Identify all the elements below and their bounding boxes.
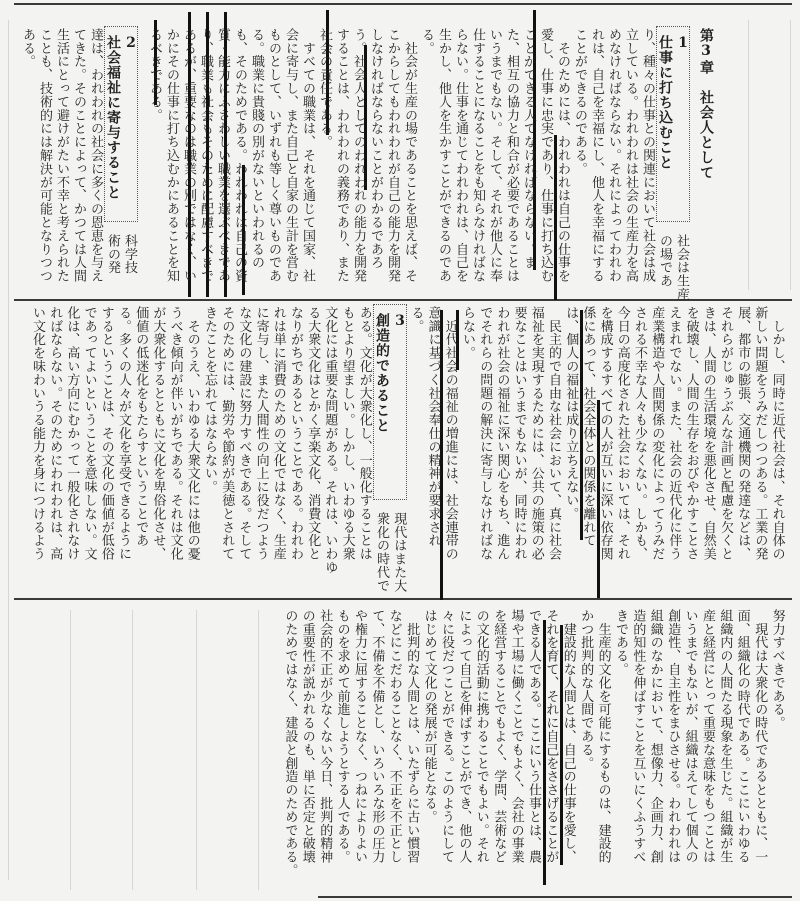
text-column: 術の発 xyxy=(105,234,120,275)
text-column: そのためには、われわれは自己の仕事を xyxy=(555,28,570,283)
section-title: 社会福祉に寄与すること xyxy=(105,35,121,200)
text-column: 科学技 xyxy=(122,234,137,275)
text-column: はじめて文化の発展が可能となる。 xyxy=(421,609,437,824)
text-column: れは単に消費のための文化ではなく、生産 xyxy=(270,306,286,561)
text-column: 社会は生産 xyxy=(674,234,689,302)
text-column: うべき傾向が伴いがちである。それは文化 xyxy=(167,306,183,561)
text-column: 展、都市の膨張、交通機関の発達などは、 xyxy=(735,306,751,561)
text-column: に寄与し、また人間性の向上に役だつよう xyxy=(253,306,269,561)
text-column: ある。文化が大衆化し、一般化することは xyxy=(356,306,372,561)
text-column: 民主的で自由な社会において、真に社会 xyxy=(545,306,561,561)
text-column: ことができる人でなければならない。ま xyxy=(521,28,536,270)
text-column: るべきである。 xyxy=(147,28,162,122)
text-column: 文化には重要な問題がある。それは、いわゆ xyxy=(322,306,338,574)
text-column: することは、われわれの義務であり、また xyxy=(334,28,349,283)
text-column: も、そのためである。われわれは自己の資 xyxy=(232,28,247,283)
text-column: ればならない。そのためにわれわれは、高 xyxy=(47,306,63,561)
text-column: らない。 xyxy=(459,306,475,360)
text-column: は、個人の福祉は成り立ちえない。 xyxy=(563,306,579,521)
text-column: 創造性、自主性をまひさせる。われわれは xyxy=(665,609,681,864)
faint-grid-line xyxy=(790,20,791,290)
text-column: なりがちであるということである。われわ xyxy=(287,306,303,561)
faint-grid-line xyxy=(748,20,749,290)
text-column: る。 xyxy=(419,28,434,55)
text-column: であってよいということを意味しない。文 xyxy=(81,306,97,561)
section-number: 3 xyxy=(392,313,408,330)
text-column: でそれらの問題の解決に寄与しなければな xyxy=(477,306,493,561)
text-column: 社会的不正が少なくない今日、批判的精神 xyxy=(317,609,333,864)
text-column: するということは、その文化の価値が低俗 xyxy=(98,306,114,561)
text-column: ことも、技術的には解決が可能となりつつ xyxy=(37,28,52,283)
text-column: て、不備を不備とし、いろいろな形の圧力 xyxy=(369,609,385,864)
text-column: 価値の低迷化をもたらすということであ xyxy=(133,306,149,548)
text-column: り、職業も社会もそのために配慮すべきで xyxy=(198,28,213,283)
text-column: り、種々の仕事との関連において社会は成 xyxy=(640,28,655,283)
text-column: きたことを忘れてはならない。 xyxy=(201,306,217,494)
text-column: もとより望ましい。しかし、いわゆる大衆 xyxy=(339,306,355,561)
text-column: いうまでもない。そして、それが他人に奉 xyxy=(487,28,502,283)
text-column: 建設的な人間とは、自己の仕事を愛し、 xyxy=(560,609,576,864)
text-column: 組織内の人間たる現象を生じた。組織が生 xyxy=(717,609,733,864)
text-column: が大衆化するとともに文化を卑俗化させ、 xyxy=(150,306,166,561)
section-heading xyxy=(656,26,690,222)
text-column: 化は、高い方向にむかって一般化されなけ xyxy=(64,306,80,561)
text-column: 造的知性を伸ばすことを互いにくふうすべ xyxy=(630,609,646,864)
section-title: 仕事に打ち込むこと xyxy=(657,35,673,170)
text-column: 努力すべきである。 xyxy=(769,609,785,730)
divider-top xyxy=(14,3,792,5)
text-column: される不幸な人々も少なくない。しかも、 xyxy=(631,306,647,561)
text-column: な文化の建設に努力すべきである。そして xyxy=(236,306,252,561)
text-column: のためではなく、建設と創造のためである。 xyxy=(282,609,298,877)
text-column: た、相互の協力と和合が必要であることは xyxy=(504,28,519,283)
text-column: あるが、重要なのは職業の別ではなく、い xyxy=(181,28,196,283)
faint-grid-line xyxy=(8,20,9,880)
text-column: 要なことはいうまでもないが、同時にわれ xyxy=(511,306,527,561)
chapter-title: 第3章 社会人として xyxy=(698,28,714,180)
text-column: しなければならないことがわかるであろ xyxy=(368,28,383,270)
text-column: 会に寄与し、また自己と自家の生計を営む xyxy=(283,28,298,283)
text-column: そのためには、勤労や節約が美徳とされて xyxy=(219,306,235,561)
text-column: 係にあって、社会全体との関係を離れて xyxy=(580,306,596,548)
text-column: れは、自己を幸福にし、他人を幸福にする xyxy=(589,28,604,283)
text-column: きである。 xyxy=(612,609,628,676)
text-column: の重要性が説かれるのも、単に否定と破壊 xyxy=(299,609,315,864)
faint-grid-line xyxy=(132,610,133,890)
text-column: 生活にとって避けがたい不幸と考えられた xyxy=(54,28,69,283)
text-column: 新しい問題をうみだしつつある。工業の発 xyxy=(752,306,768,561)
section-heading xyxy=(104,26,138,222)
text-column: 産と経営にとって重要な意味をもつことは xyxy=(699,609,715,864)
text-column: 仕することになることをも知らなければな xyxy=(470,28,485,283)
text-column: 批判的な人間とは、いたずらに古い慣習 xyxy=(404,609,420,864)
section-heading-text xyxy=(372,305,408,499)
section-heading xyxy=(373,304,407,500)
text-column: 質・能力にふさわしい職業を選ぶべきであ xyxy=(215,28,230,283)
text-column: 生かし、他人を生かすことができるのであ xyxy=(436,28,451,283)
text-column: 近代社会の福祉の増進には、社会連帯の xyxy=(442,306,458,561)
text-column: 福祉を実現するためには、公共の施策の必 xyxy=(528,306,544,561)
text-column: できる人である。ここにいう仕事とは、農 xyxy=(525,609,541,864)
text-column: 意識に基づく社会奉仕の精神が要求され xyxy=(425,306,441,548)
faint-grid-line xyxy=(196,610,197,890)
text-column: めなければならない。それによってわれわ xyxy=(606,28,621,283)
text-column: しかし、同時に近代社会は、それ自体の xyxy=(769,306,785,561)
text-column: 社会の責任である。 xyxy=(317,28,332,149)
text-column: 衆化の時代で xyxy=(373,512,389,593)
text-column: 組織のなかにおいて、想像力、企画力、創 xyxy=(647,609,663,864)
text-column: かつ批判的な人間である。 xyxy=(578,609,594,770)
section-heading-text xyxy=(655,27,691,221)
text-column: こからしてもわれわれが自己の能力を開発 xyxy=(385,28,400,283)
text-column: う。社会人としてのわれわれの能力を開発 xyxy=(351,28,366,283)
section-number: 2 xyxy=(123,35,139,52)
text-column: 達は、われわれの社会に多くの恩恵を与え xyxy=(88,28,103,283)
text-column: われが社会の福祉に深い関心をもち、進ん xyxy=(494,306,510,561)
text-column: 面、組織化の時代である。ここにいわゆる xyxy=(734,609,750,864)
text-column: い文化を味わいうる能力を身につけるよう xyxy=(29,306,45,561)
text-column: ものを求めて前進しようとする人である。 xyxy=(334,609,350,864)
text-column: の文化的活動に携わることでもよい。それ xyxy=(473,609,489,864)
text-column: 生産的文化を可能にするものは、建設的 xyxy=(595,609,611,864)
faint-grid-line xyxy=(258,610,259,890)
text-column: などにこだわることなく、不正を不正とし xyxy=(386,609,402,864)
text-column: を破壊し、人間の生存をおびやかすことさ xyxy=(683,306,699,561)
divider-bottom xyxy=(318,896,792,898)
section-number: 1 xyxy=(675,35,691,52)
text-column: それらがじゅうぶんな計画と配慮を欠くと xyxy=(717,306,733,561)
text-column: 産業構造や人間関係の変化によってうみだ xyxy=(649,306,665,561)
text-column: 現代はまた大 xyxy=(391,512,407,593)
text-column: る。職業に貴賤の別がないといわれるの xyxy=(249,28,264,270)
text-column: そのうえ、いわゆる大衆文化には他の憂 xyxy=(184,306,200,561)
divider-lower xyxy=(14,598,792,600)
text-column: えまれでない。また、社会の近代化に伴う xyxy=(666,306,682,561)
text-column: それを育て、それに自己をささげることが xyxy=(543,609,559,864)
text-column: 今日の高度化された社会においては、それ xyxy=(614,306,630,561)
text-column: る。多くの人々が文化を享受できるように xyxy=(115,306,131,561)
text-column: 愛し、仕事に忠実であり、仕事に打ち込む xyxy=(538,28,553,283)
text-column: や権力に屈することなく、つねによりよい xyxy=(351,609,367,864)
section-title: 創造的であること xyxy=(374,313,390,433)
text-column: 々に役だつことができる。このようにして xyxy=(438,609,454,864)
text-column: 現代は大衆化の時代であるとともに、一 xyxy=(752,609,768,864)
text-column: きは、人間の生活環境を悪化させ、自然美 xyxy=(700,306,716,561)
text-column: かにその仕事に打ち込むかにあることを知 xyxy=(164,28,179,283)
text-column: ものとして、いずれも等しく尊いものであ xyxy=(266,28,281,283)
text-column: てきた。そのことによって、かつては人間 xyxy=(71,28,86,283)
text-column: いうまでもないが、組織はえてして個人の xyxy=(682,609,698,864)
text-column: らない。仕事を通じてわれわれは、自己を xyxy=(453,28,468,283)
text-column: の場であ xyxy=(657,234,672,288)
text-column: る。 xyxy=(408,306,424,333)
text-column: ある。 xyxy=(20,28,35,69)
text-column: 社会が生産の場であることを思えば、そ xyxy=(402,28,417,283)
text-column: 立している。われわれは社会の生産力を高 xyxy=(623,28,638,283)
section-heading-text xyxy=(103,27,139,221)
text-column: すべての職業は、それを通じて国家、社 xyxy=(300,28,315,283)
text-column: ことができるのである。 xyxy=(572,28,587,176)
text-column: を構成するすべての人が互いに深い依存関 xyxy=(597,306,613,561)
text-column: を経営することでもよく、学問、芸術など xyxy=(491,609,507,864)
text-column: る大衆文化はとかく享楽文化、消費文化と xyxy=(305,306,321,561)
text-column: 場や工場に働くことでもよく、会社の事業 xyxy=(508,609,524,864)
text-column: によって自己を伸ばすことができ、他の人 xyxy=(456,609,472,864)
faint-grid-line xyxy=(70,610,71,890)
